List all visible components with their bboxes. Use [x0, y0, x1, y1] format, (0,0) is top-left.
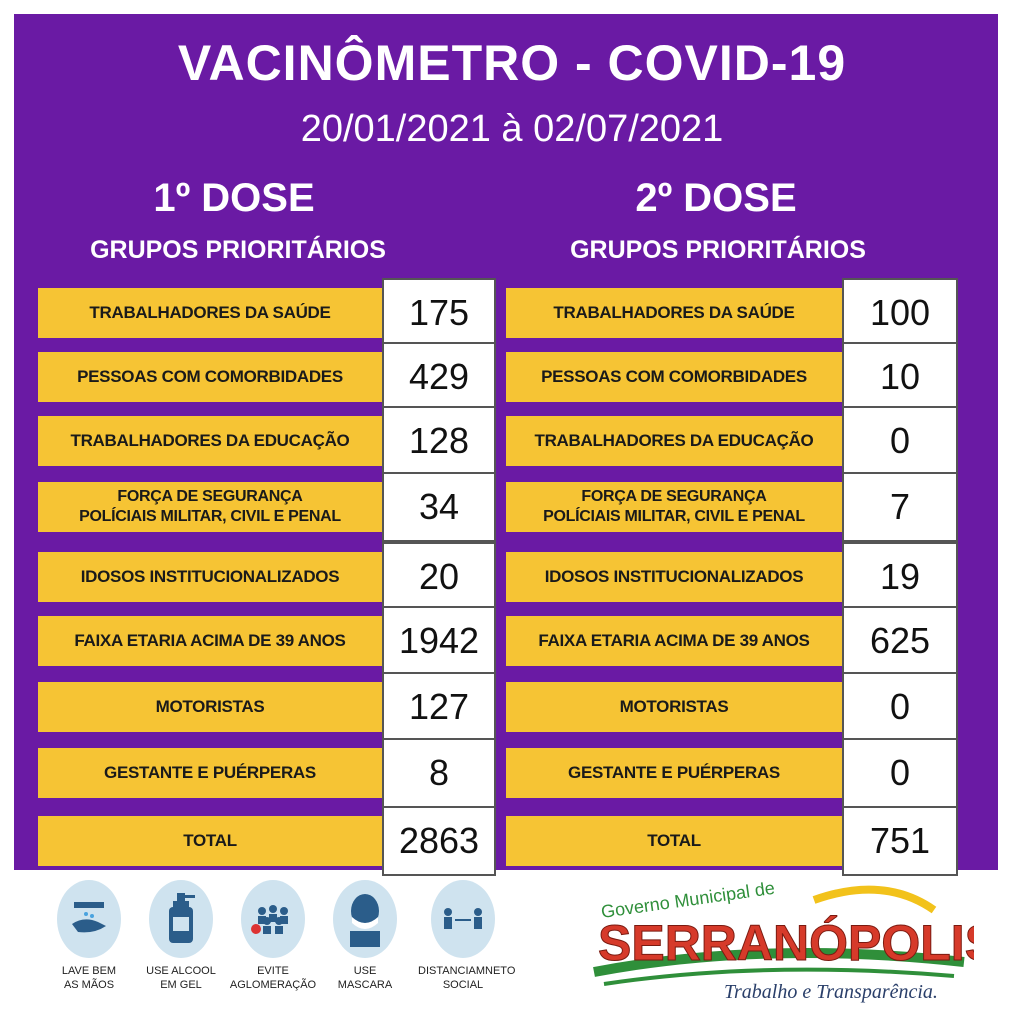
hand-wash-icon — [57, 880, 121, 958]
social-distance-icon — [431, 880, 495, 958]
group-label: PESSOAS COM COMORBIDADES — [38, 352, 382, 402]
dose-count: 0 — [842, 406, 958, 476]
group-label: FAIXA ETARIA ACIMA DE 39 ANOS — [506, 616, 842, 666]
group-label: GESTANTE E PUÉRPERAS — [38, 748, 382, 798]
dose-count: 100 — [842, 278, 958, 348]
dose-1-row — [38, 552, 496, 604]
hand-wash-item — [44, 880, 134, 993]
dose-count: 2863 — [382, 806, 496, 876]
dose-count: 19 — [842, 542, 958, 612]
dose-1-group-heading: GRUPOS PRIORITÁRIOS — [90, 236, 386, 264]
dose-2-group-heading: GRUPOS PRIORITÁRIOS — [570, 236, 866, 264]
dose-1-row — [38, 416, 496, 468]
dose-2-heading: 2º DOSE — [635, 176, 797, 220]
dose-count: 20 — [382, 542, 496, 612]
dose-2-row — [506, 816, 958, 868]
social-distance-item — [418, 880, 516, 993]
dose-count: 10 — [842, 342, 958, 412]
group-label: PESSOAS COM COMORBIDADES — [506, 352, 842, 402]
dose-count: 128 — [382, 406, 496, 476]
crowd-item — [228, 880, 318, 993]
dose-count: 1942 — [382, 606, 496, 676]
dose-count: 751 — [842, 806, 958, 876]
dose-2-row — [506, 288, 958, 340]
social-distance-caption: DISTANCIAMNETO SOCIAL — [418, 965, 516, 992]
group-label: TRABALHADORES DA EDUCAÇÃO — [506, 416, 842, 466]
dose-2-row — [506, 748, 958, 800]
group-label: TRABALHADORES DA SAÚDE — [38, 288, 382, 338]
dose-count: 8 — [382, 738, 496, 808]
group-label: TOTAL — [506, 816, 842, 866]
face-mask-item — [320, 880, 410, 993]
dose-1-row — [38, 482, 496, 534]
group-label: IDOSOS INSTITUCIONALIZADOS — [38, 552, 382, 602]
group-label: TRABALHADORES DA SAÚDE — [506, 288, 842, 338]
group-label: FORÇA DE SEGURANÇA POLÍCIAIS MILITAR, CIVIL E PENAL — [38, 482, 382, 532]
dose-2-row — [506, 616, 958, 668]
dose-count: 7 — [842, 472, 958, 542]
group-label: FORÇA DE SEGURANÇA POLÍCIAIS MILITAR, CIVIL E PENAL — [506, 482, 842, 532]
dose-count: 127 — [382, 672, 496, 742]
dose-count: 0 — [842, 672, 958, 742]
group-label: TRABALHADORES DA EDUCAÇÃO — [38, 416, 382, 466]
alcohol-gel-icon — [149, 880, 213, 958]
alcohol-gel-caption: USE ALCOOL EM GEL — [146, 965, 216, 992]
logo-top-text: Governo Municipal de — [599, 880, 776, 922]
group-label: MOTORISTAS — [506, 682, 842, 732]
logo-slogan: Trabalho e Transparência. — [724, 981, 938, 1003]
dose-1-heading: 1º DOSE — [153, 176, 315, 220]
dose-count: 429 — [382, 342, 496, 412]
dose-2-row — [506, 552, 958, 604]
crowd-icon — [241, 880, 305, 958]
group-label: FAIXA ETARIA ACIMA DE 39 ANOS — [38, 616, 382, 666]
date-range: 20/01/2021 à 02/07/2021 — [300, 108, 724, 150]
dose-count: 34 — [382, 472, 496, 542]
dose-2-row — [506, 416, 958, 468]
dose-1-row — [38, 352, 496, 404]
group-label: MOTORISTAS — [38, 682, 382, 732]
dose-2-row — [506, 682, 958, 734]
serranopolis-logo — [584, 880, 974, 1010]
group-label: GESTANTE E PUÉRPERAS — [506, 748, 842, 798]
face-mask-icon — [333, 880, 397, 958]
dose-1-row — [38, 616, 496, 668]
alcohol-gel-item — [136, 880, 226, 993]
group-label: IDOSOS INSTITUCIONALIZADOS — [506, 552, 842, 602]
dose-2-row — [506, 482, 958, 534]
logo-name: SERRANÓPOLIS — [598, 915, 974, 971]
dose-1-row — [38, 816, 496, 868]
crowd-caption: EVITE AGLOMERAÇÃO — [229, 965, 317, 992]
face-mask-caption: USE MASCARA — [337, 965, 393, 992]
page-title: VACINÔMETRO - COVID-19 — [177, 35, 847, 91]
dose-count: 0 — [842, 738, 958, 808]
hand-wash-caption: LAVE BEM AS MÃOS — [61, 965, 117, 992]
dose-count: 625 — [842, 606, 958, 676]
group-label: TOTAL — [38, 816, 382, 866]
dose-1-row — [38, 748, 496, 800]
dose-1-row — [38, 682, 496, 734]
dose-1-row — [38, 288, 496, 340]
dose-count: 175 — [382, 278, 496, 348]
dose-2-row — [506, 352, 958, 404]
